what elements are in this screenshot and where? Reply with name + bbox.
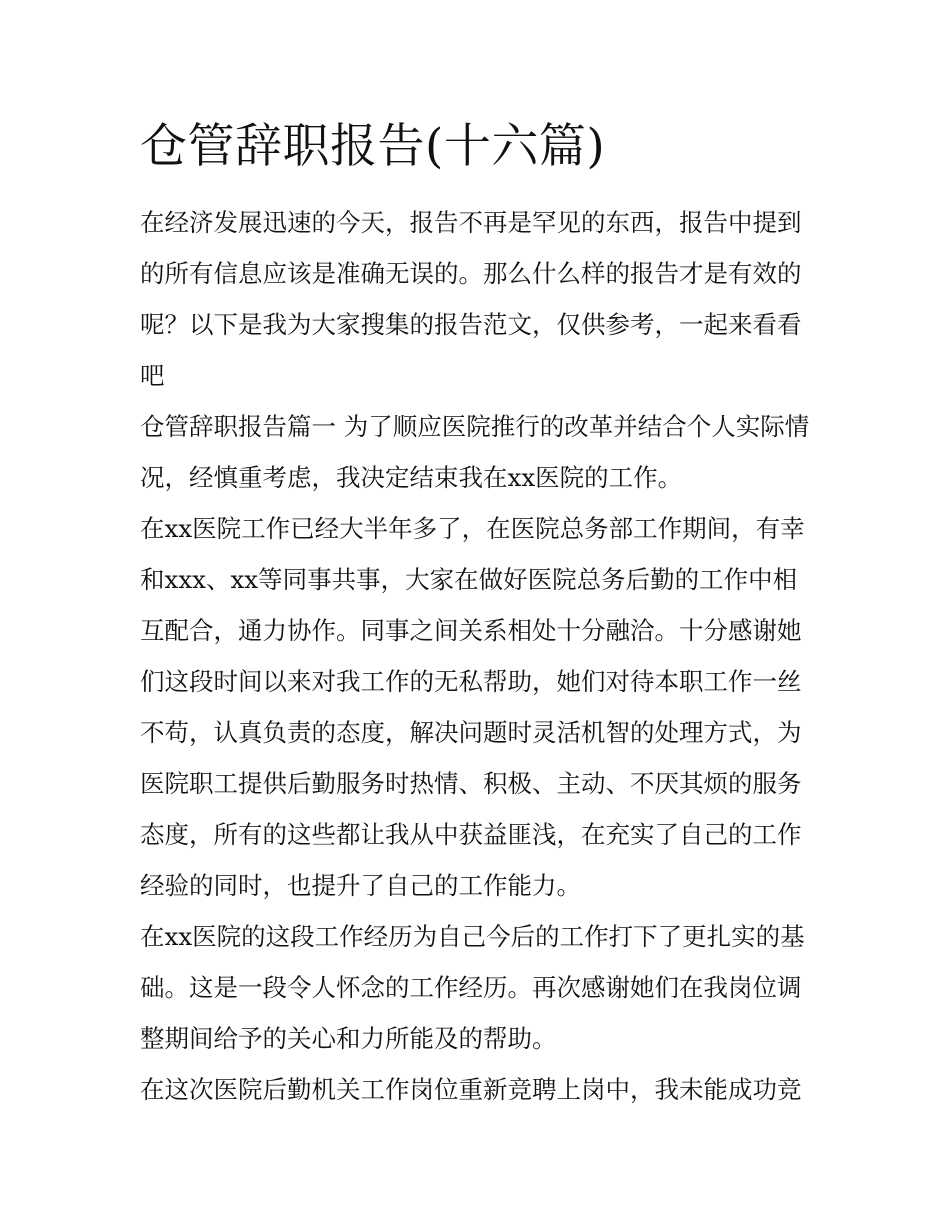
document-body <box>140 112 820 1115</box>
body-paragraph-1: 仓管辞职报告篇一 为了顺应医院推行的改革并结合个人实际情况，经慎重考虑，我决定结束我在xx医院的工作。 <box>140 412 810 492</box>
document-title: 仓管辞职报告(十六篇) <box>140 119 606 174</box>
body-paragraph-3: 在xx医院的这段工作经历为自己今后的工作打下了更扎实的基础。这是一段令人怀念的工作经历。再次感谢她们在我岗位调整期间给予的关心和力所能及的帮助。 <box>140 922 805 1053</box>
body-paragraph-4: 在这次医院后勤机关工作岗位重新竞聘上岗中，我未能成功竞 <box>140 1075 802 1104</box>
intro-paragraph: 在经济发展迅速的今天，报告不再是罕见的东西，报告中提到的所有信息应该是准确无误的。那么什么样的报告才是有效的呢？以下是我为大家搜集的报告范文，仅供参考，一起来看看吧 <box>140 208 802 390</box>
body-paragraph-2: 在xx医院工作已经大半年多了，在医院总务部工作期间，有幸和xxx、xx等同事共事，大家在做好医院总务后勤的工作中相互配合，通力协作。同事之间关系相处十分融洽。十分感谢她们这段时间以来对我工作的无私帮助，她们对待本职工作一丝不苟，认真负责的态度，解决问题时灵活机智的处理方式，为医院职工提供后勤服务时热情、积极、主动、不厌其烦的服务态度，所有的这些都让我从中获益匪浅，在充实了自己的工作经验的同时，也提升了自己的工作能力。 <box>140 514 805 900</box>
